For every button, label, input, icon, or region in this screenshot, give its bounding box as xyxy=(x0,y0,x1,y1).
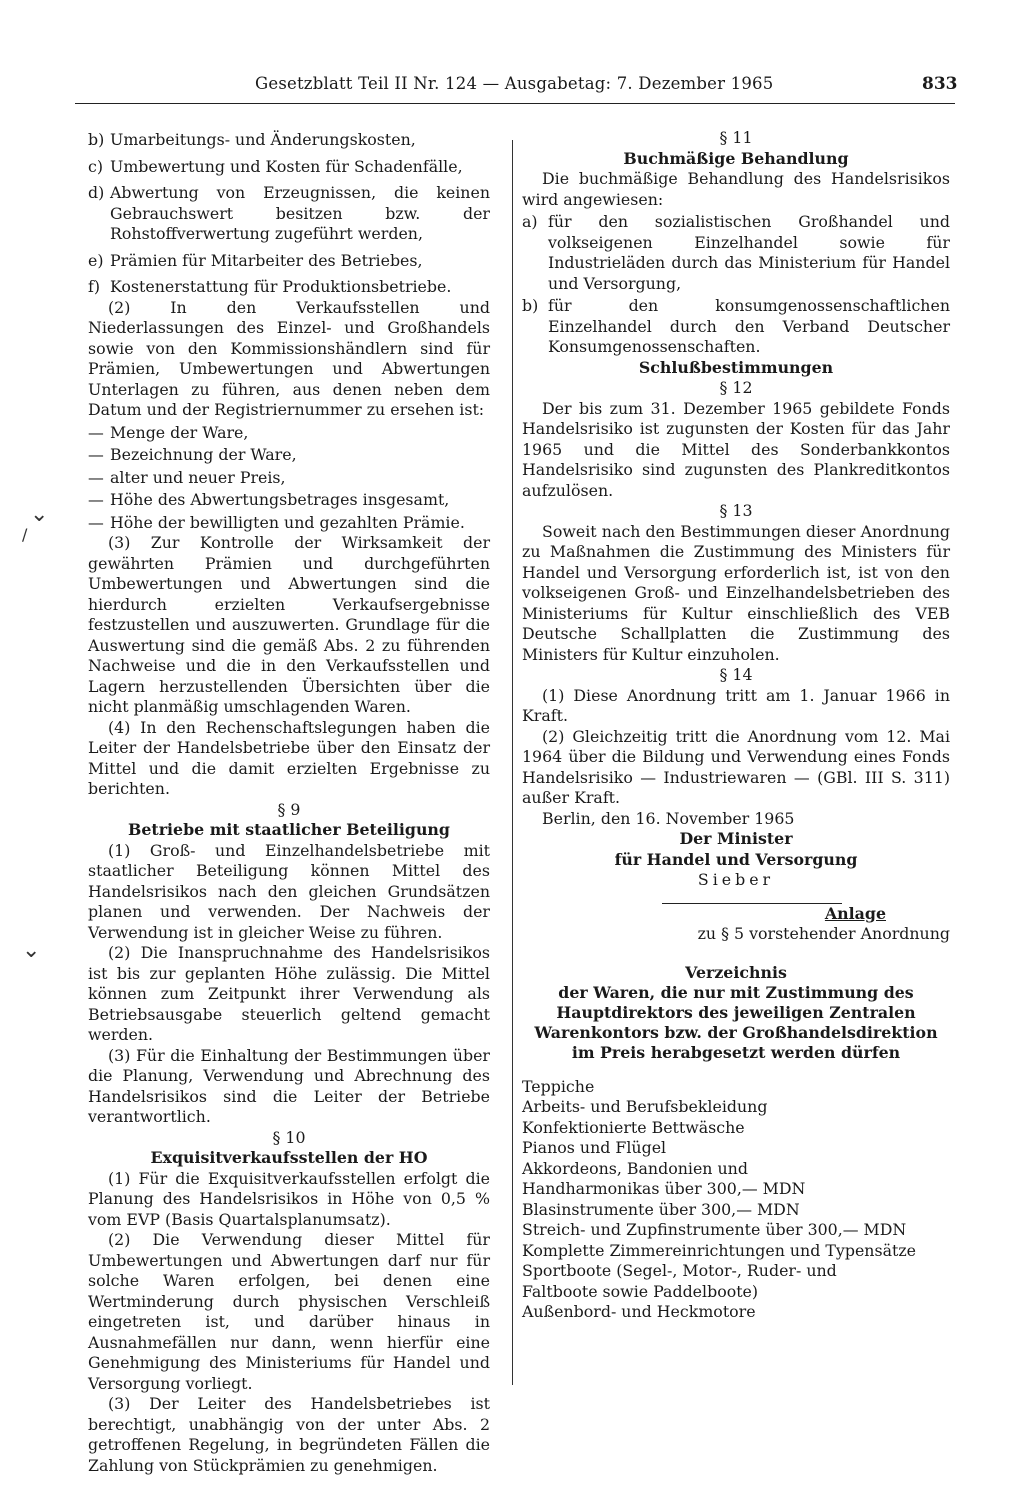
list-item xyxy=(88,183,490,245)
paragraph: (2) Die Verwendung dieser Mittel für Umbewertungen und Abwertungen darf nur für solche Waren erfolgen, bei denen eine Wertminderung durch physischen Verschleiß eingetreten ist, und darüber hinaus in Ausnahmefällen nur dann, wenn hierfür eine Genehmigung des Ministeriums für Handel und Versorgung vorliegt. xyxy=(88,1230,490,1393)
section-number: § 9 xyxy=(277,799,301,819)
dash-mark: — xyxy=(88,512,104,532)
section-title: Betriebe mit staatlicher Beteiligung xyxy=(128,820,450,839)
item-text: für den sozialistischen Großhandel und volkseigenen Einzelhandel sowie für Industrieläden durch das Ministerium für Handel und Versorgung, xyxy=(548,212,950,293)
item-text: Umarbeitungs- und Änderungskosten, xyxy=(110,130,416,149)
annex-label: Anlage xyxy=(824,903,886,923)
paragraph: (2) In den Verkaufsstellen und Niederlassungen des Einzel- und Großhandels sowie von den Kommissionshändlern sind für Prämien, Umbewertungen und Abwertungen Unterlagen zu führen, aus denen neben dem Datum und der Registriernummer zu ersehen ist: xyxy=(88,297,490,419)
paragraph: Der bis zum 31. Dezember 1965 gebildete Fonds Handelsrisiko ist zugunsten der Kosten für das Jahr 1965 und die Mittel des Sonderbankkontos Handelsrisiko sind zugunsten des Plankreditkontos aufzulösen. xyxy=(522,398,950,500)
dash-item xyxy=(88,513,490,534)
item-text: Umbewertung und Kosten für Schadenfälle, xyxy=(110,156,463,176)
paragraph: (1) Für die Exquisitverkaufsstellen erfolgt die Planung des Handelsrisikos in Höhe von 0,5 % vom EVP (Basis Quartalsplanumsatz). xyxy=(88,1168,490,1229)
item-label: d) xyxy=(88,183,105,202)
item-text: alter und neuer Preis, xyxy=(110,467,286,487)
handwritten-check-mark: ⌄ xyxy=(22,938,41,963)
section-title: Buchmäßige Behandlung xyxy=(623,148,849,168)
place-date: Berlin, den 16. November 1965 xyxy=(542,808,795,828)
paragraph: (2) Die Inanspruchnahme des Handelsrisikos ist bis zur geplanten Höhe zulässig. Die Mittel können zum Zeitpunkt ihrer Verwendung als Betriebsausgabe steuerlich geltend gemacht werden. xyxy=(88,943,490,1044)
item-text: Prämien für Mitarbeiter des Betriebes, xyxy=(110,250,423,270)
dash-item xyxy=(88,445,490,466)
item-label: f) xyxy=(88,277,101,296)
signature-role: Der Minister xyxy=(679,829,793,848)
goods-list xyxy=(522,1077,950,1323)
signature-role: für Handel und Versorgung xyxy=(614,849,858,869)
goods-item: Komplette Zimmereinrichtungen und Typensätze xyxy=(522,1240,917,1260)
register-title-line: Warenkontors bzw. der Großhandelsdirektion xyxy=(534,1022,938,1042)
section-number: § 11 xyxy=(719,128,753,147)
list-item xyxy=(88,251,490,272)
paragraph: (4) In den Rechenschaftslegungen haben die Leiter der Handelsbetriebe über den Einsatz der Mittel und die damit erzielten Ergebnisse zu berichten. xyxy=(88,717,490,798)
item-text: Kostenerstattung für Produktionsbetriebe. xyxy=(110,277,452,296)
goods-item: Blasinstrumente über 300,— MDN xyxy=(522,1199,800,1219)
paragraph: (3) Zur Kontrolle der Wirksamkeit der gewährten Prämien und durchgeführten Umbewertungen und Abwertungen sind die hierdurch erzielten Verkaufsergebnisse festzustellen und auszuwerten. Grundlage für die Auswertung sind die gemäß Abs. 2 zu führenden Nachweise und die in den Verkaufsstellen und Lagern herzustellenden Übersichten über die nicht planmäßig umschlagenden Waren. xyxy=(88,533,490,716)
list-item xyxy=(88,130,490,151)
item-text: Menge der Ware, xyxy=(110,422,249,442)
item-text: für den konsumgenossenschaftlichen Einzelhandel durch den Verband Deutscher Konsumgenossenschaften. xyxy=(548,296,950,356)
goods-item: Teppiche xyxy=(522,1076,595,1096)
page-header-title: Gesetzblatt Teil II Nr. 124 — Ausgabetag: 7. Dezember 1965 xyxy=(255,74,774,93)
register-title-line: im Preis herabgesetzt werden dürfen xyxy=(571,1042,901,1062)
list-item xyxy=(522,296,950,358)
register-title-line: Hauptdirektors des jeweiligen Zentralen xyxy=(556,1002,916,1022)
item-label: b) xyxy=(88,130,105,149)
paragraph: (1) Groß- und Einzelhandelsbetriebe mit staatlicher Beteiligung können Mittel des Handelsrisikos nach den gleichen Grundsätzen planen und verwenden. Der Nachweis der Verwendung ist in gleicher Weise zu führen. xyxy=(88,840,490,942)
item-label: a) xyxy=(522,212,538,231)
item-text: Höhe der bewilligten und gezahlten Prämie. xyxy=(110,512,465,532)
list-item xyxy=(522,212,950,294)
section-title: Exquisitverkaufsstellen der HO xyxy=(150,1148,428,1167)
right-column xyxy=(522,128,950,1323)
item-text: Abwertung von Erzeugnissen, die keinen Gebrauchswert besitzen bzw. der Rohstoffverwertung zugeführt werden, xyxy=(110,183,490,243)
section-number: § 13 xyxy=(719,501,753,520)
handwritten-check-mark: ⌄ xyxy=(30,502,49,527)
goods-item: Arbeits- und Berufsbekleidung xyxy=(522,1097,768,1116)
paragraph: Soweit nach den Bestimmungen dieser Anordnung zu Maßnahmen die Zustimmung des Ministers für Handel und Versorgung erforderlich ist, ist von den volkseigenen Groß- und Einzelhandelsbetrieben des Ministeriums für Kultur einschließlich des VEB Deutsche Schallplatten die Zustimmung des Ministers für Kultur einzuholen. xyxy=(522,521,950,664)
dash-item xyxy=(88,423,490,444)
dash-mark: — xyxy=(88,467,104,487)
item-label: b) xyxy=(522,296,539,315)
section-number: § 10 xyxy=(272,1127,306,1147)
header-rule xyxy=(75,103,955,104)
paragraph: (3) Für die Einhaltung der Bestimmungen über die Planung, Verwendung und Abrechnung des Handelsrisikos sind die Leiter der Betriebe verantwortlich. xyxy=(88,1045,490,1126)
section-number: § 12 xyxy=(719,378,753,397)
goods-item: Sportboote (Segel-, Motor-, Ruder- und Faltboote sowie Paddelboote) xyxy=(522,1261,837,1301)
goods-item: Akkordeons, Bandonien und Handharmonikas über 300,— MDN xyxy=(522,1158,806,1198)
dash-mark: — xyxy=(88,422,104,442)
left-column xyxy=(88,130,490,1476)
item-text: Höhe des Abwertungsbetrages insgesamt, xyxy=(110,490,450,509)
paragraph: (1) Diese Anordnung tritt am 1. Januar 1966 in Kraft. xyxy=(522,685,950,725)
dash-item xyxy=(88,468,490,489)
register-title-line: Verzeichnis xyxy=(685,962,787,982)
paragraph: (2) Gleichzeitig tritt die Anordnung vom 12. Mai 1964 über die Bildung und Verwendung eines Fonds Handelsrisiko — Industriewaren — (GBl. III S. 311) außer Kraft. xyxy=(522,726,950,807)
goods-item: Außenbord- und Heckmotore xyxy=(522,1302,756,1321)
dash-mark: — xyxy=(88,445,104,464)
item-label: c) xyxy=(88,156,104,176)
paragraph: (3) Der Leiter des Handelsbetriebes ist berechtigt, unabhängig von der unter Abs. 2 getroffenen Regelung, in begründeten Fällen die Zahlung von Stückprämien zu genehmigen. xyxy=(88,1394,490,1475)
dash-mark: — xyxy=(88,490,104,509)
annex-reference: zu § 5 vorstehender Anordnung xyxy=(697,924,950,943)
register-title xyxy=(522,963,950,1063)
item-label: e) xyxy=(88,250,104,270)
goods-item: Konfektionierte Bettwäsche xyxy=(522,1117,745,1137)
column-divider xyxy=(512,140,513,1385)
goods-item: Streich- und Zupfinstrumente über 300,— MDN xyxy=(522,1220,907,1239)
item-text: Bezeichnung der Ware, xyxy=(110,445,297,464)
list-item xyxy=(88,157,490,178)
handwritten-tick-mark: / xyxy=(22,525,28,544)
dash-item xyxy=(88,490,490,511)
goods-item: Pianos und Flügel xyxy=(522,1138,667,1157)
section-number: § 14 xyxy=(719,665,753,684)
signature-name: Sieber xyxy=(697,870,775,889)
list-item xyxy=(88,277,490,298)
page-number: 833 xyxy=(922,74,958,94)
section-title: Schlußbestimmungen xyxy=(638,357,834,377)
register-title-line: der Waren, die nur mit Zustimmung des xyxy=(558,982,914,1002)
paragraph: Die buchmäßige Behandlung des Handelsrisikos wird angewiesen: xyxy=(522,169,950,209)
